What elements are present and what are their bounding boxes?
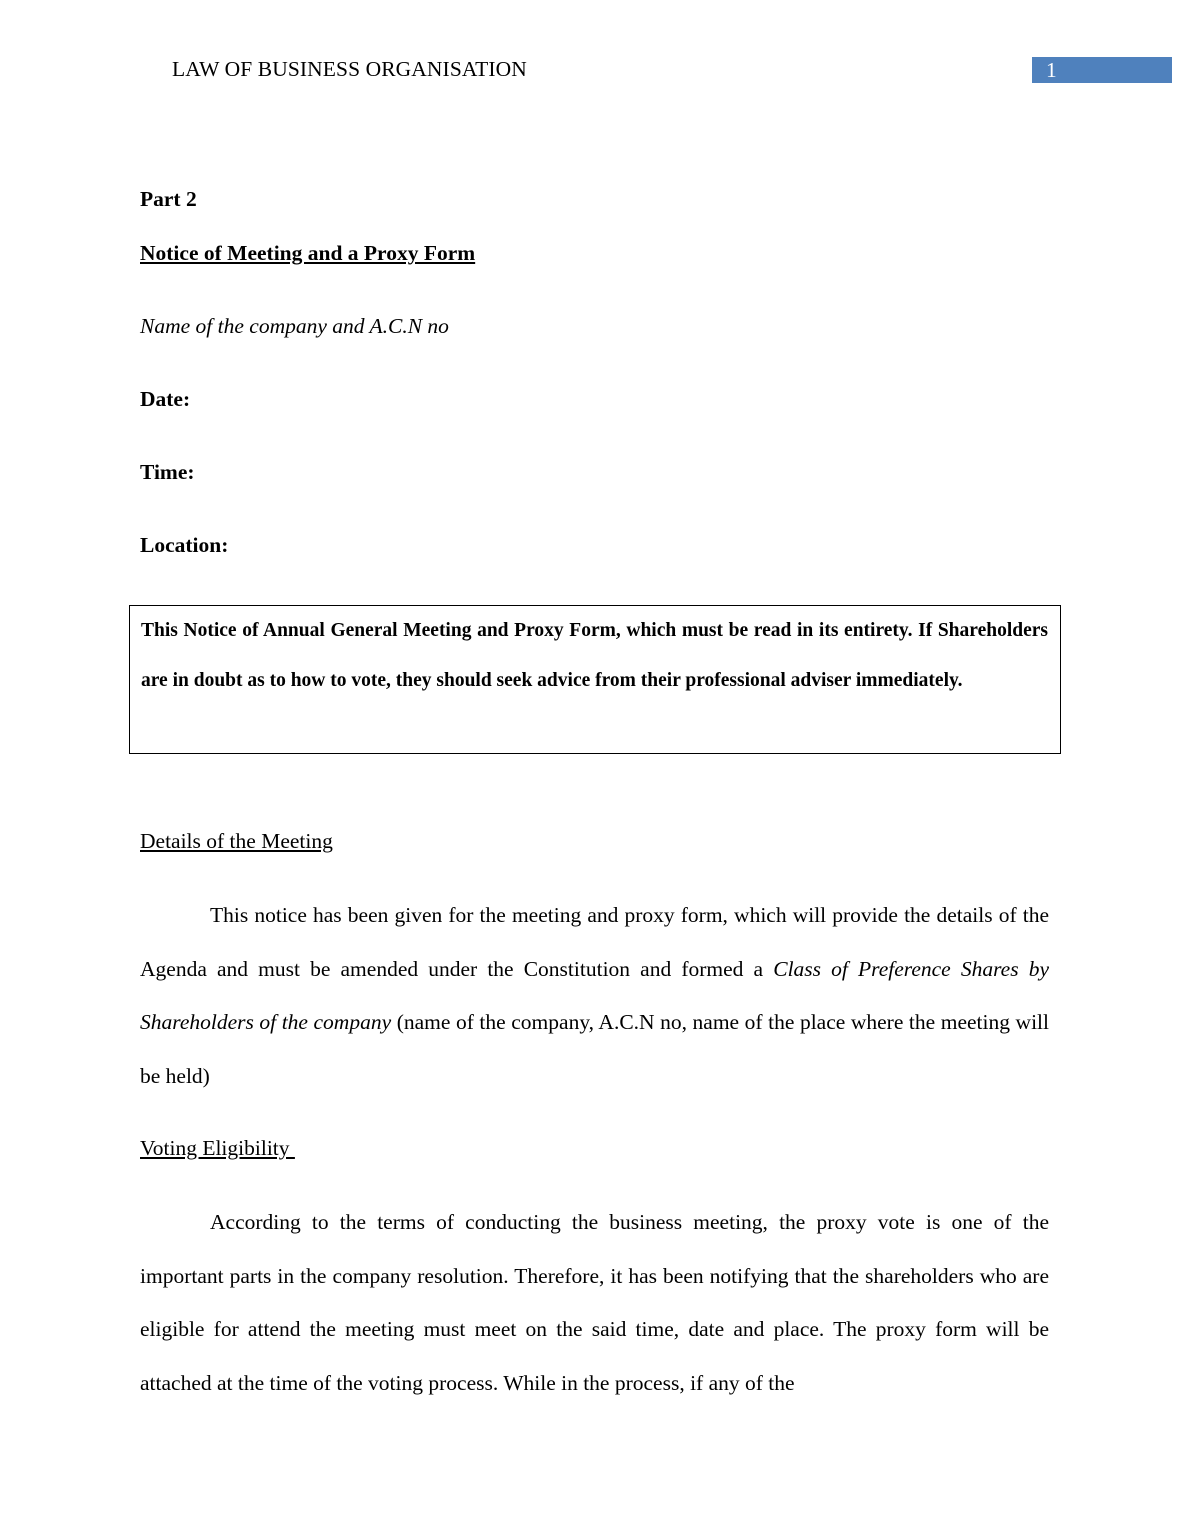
voting-heading: Voting Eligibility <box>140 1136 295 1160</box>
part-heading: Part 2 <box>140 187 197 211</box>
date-label: Date: <box>140 387 191 411</box>
page-number: 1 <box>1046 58 1057 82</box>
running-header-title: LAW OF BUSINESS ORGANISATION <box>172 57 527 81</box>
notice-box-text: This Notice of Annual General Meeting and Proxy Form, which must be read in its entirety. If Shareholders are in doubt as to how to vote, they should seek advice from their professional adviser immediately. <box>141 620 1048 691</box>
company-line: Name of the company and A.C.N no <box>140 314 449 338</box>
notice-box <box>129 605 1061 754</box>
details-heading: Details of the Meeting <box>140 829 333 853</box>
notice-heading: Notice of Meeting and a Proxy Form <box>140 241 476 265</box>
details-text-1: This notice has been given for the meeting and proxy form, which will provide the details of the Agenda and must be amended under the Constitution and formed a <box>140 903 1049 981</box>
voting-paragraph: According to the terms of conducting the business meeting, the proxy vote is one of the important parts in the company resolution. Therefore, it has been notifying that the shareholders who are eligible for attend the meeting must meet on the said time, date and place. The proxy form will be attached at the time of the voting process. While in the process, if any of the <box>140 1210 1049 1395</box>
details-text-italic: Class of Preference Shares by Shareholders of the company <box>140 956 1049 1034</box>
page-number-box <box>1032 57 1172 83</box>
details-paragraph <box>140 889 1049 1103</box>
details-text-2: (name of the company, A.C.N no, name of the place where the meeting will be held) <box>140 1010 1050 1088</box>
location-label: Location: <box>140 533 229 557</box>
time-label: Time: <box>140 460 195 484</box>
